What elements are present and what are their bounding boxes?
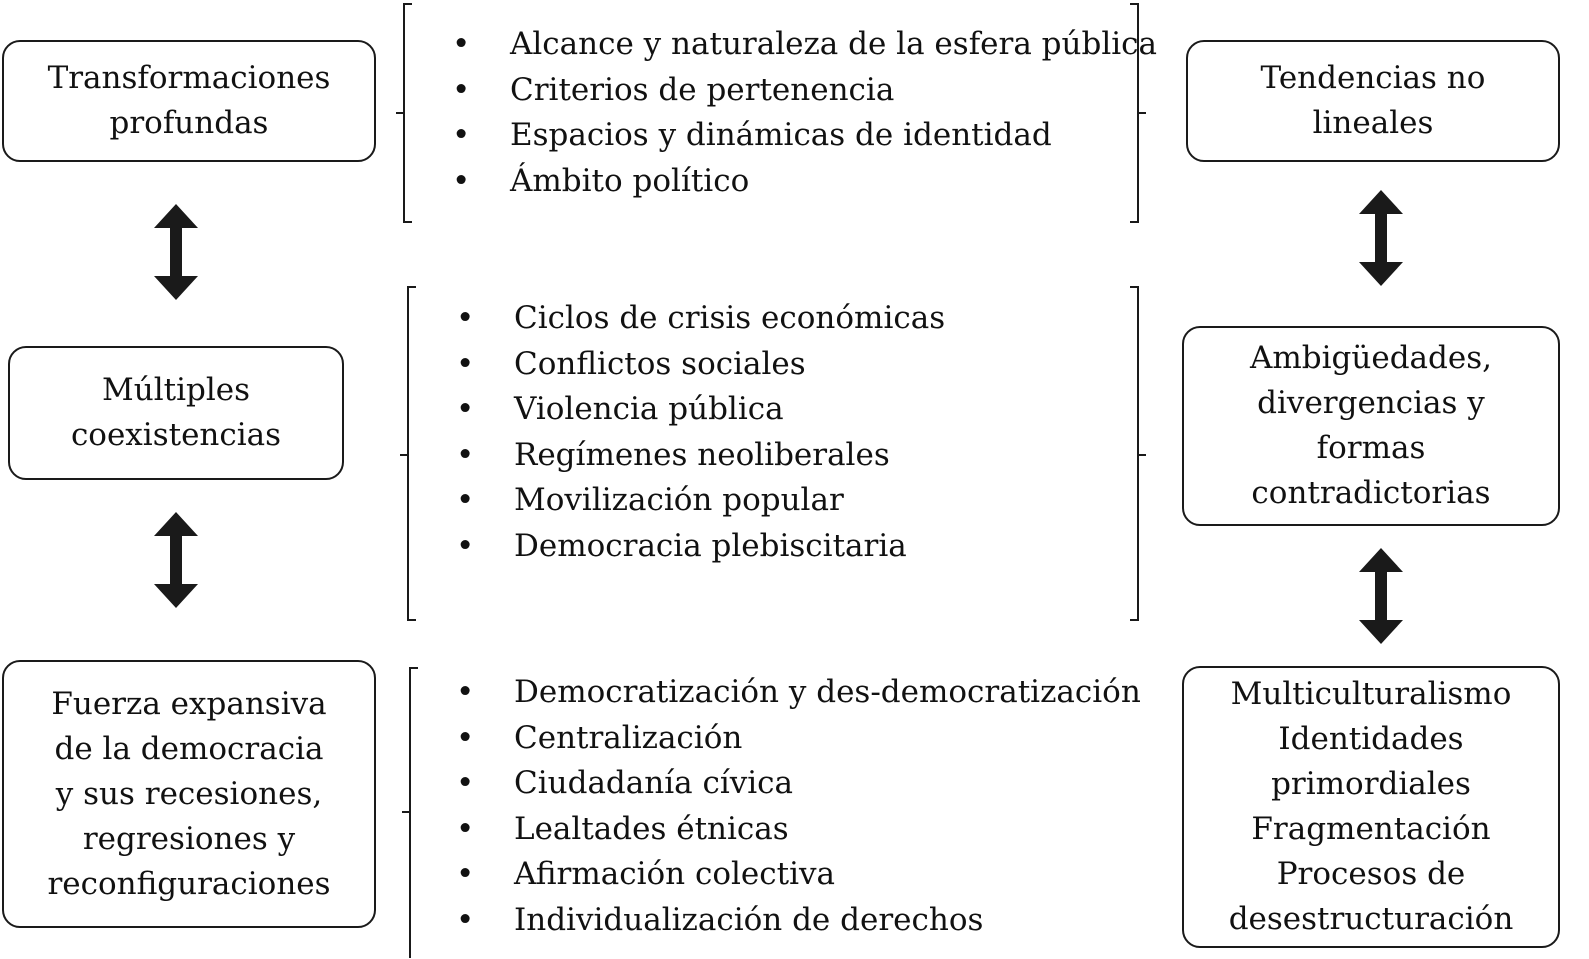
box-line: Tendencias no bbox=[1260, 60, 1486, 96]
box-line: desestructuración bbox=[1228, 901, 1514, 937]
list-item: • Regímenes neoliberales bbox=[456, 433, 945, 479]
box-line: Ambigüedades, bbox=[1250, 340, 1492, 376]
list-item: • Lealtades étnicas bbox=[456, 807, 1141, 853]
box-line: regresiones y bbox=[82, 820, 296, 857]
list-item: • Individualización de derechos bbox=[456, 898, 1141, 944]
list-item: • Alcance y naturaleza de la esfera pública bbox=[452, 22, 1157, 68]
list-item: • Espacios y dinámicas de identidad bbox=[452, 113, 1157, 159]
list-item: • Afirmación colectiva bbox=[456, 852, 1141, 898]
double-arrow-icon bbox=[154, 204, 198, 300]
box-line: Identidades bbox=[1278, 721, 1464, 757]
box-line: reconfiguraciones bbox=[47, 865, 331, 902]
box-line: lineales bbox=[1312, 105, 1434, 141]
double-arrow-icon bbox=[1359, 190, 1403, 286]
list-item: • Ciclos de crisis económicas bbox=[456, 296, 945, 342]
right-bracket bbox=[1130, 4, 1146, 222]
box-line: Multiculturalismo bbox=[1230, 676, 1512, 712]
box-line: primordiales bbox=[1271, 766, 1471, 802]
list-item: • Centralización bbox=[456, 716, 1141, 762]
list-item: • Violencia pública bbox=[456, 387, 945, 433]
box-line: Transformaciones bbox=[47, 60, 331, 96]
right-bracket bbox=[1130, 287, 1146, 620]
list-item: • Ciudadanía cívica bbox=[456, 761, 1141, 807]
list-item: • Democracia plebiscitaria bbox=[456, 524, 945, 570]
list-item: • Ámbito político bbox=[452, 159, 1157, 205]
double-arrow-icon bbox=[154, 512, 198, 608]
box-line: contradictorias bbox=[1251, 475, 1491, 511]
list-item: • Conflictos sociales bbox=[456, 342, 945, 388]
box-line: Procesos de bbox=[1276, 856, 1466, 892]
box-line: coexistencias bbox=[70, 417, 282, 453]
box-line: de la democracia bbox=[54, 730, 324, 767]
box-line: Múltiples bbox=[101, 372, 250, 408]
box-line: profundas bbox=[109, 105, 269, 141]
left-bracket bbox=[396, 4, 412, 222]
double-arrow-icon bbox=[1359, 548, 1403, 644]
list-item: • Democratización y des-democratización bbox=[456, 670, 1141, 716]
box-line: divergencias y bbox=[1257, 385, 1485, 421]
list-item: • Movilización popular bbox=[456, 478, 945, 524]
box-line: y sus recesiones, bbox=[55, 775, 323, 812]
box-line: Fragmentación bbox=[1251, 811, 1491, 847]
left-bracket bbox=[402, 668, 418, 958]
left-bracket bbox=[400, 287, 416, 620]
box-line: Fuerza expansiva bbox=[51, 685, 327, 722]
list-item: • Criterios de pertenencia bbox=[452, 68, 1157, 114]
box-line: formas bbox=[1316, 430, 1426, 466]
